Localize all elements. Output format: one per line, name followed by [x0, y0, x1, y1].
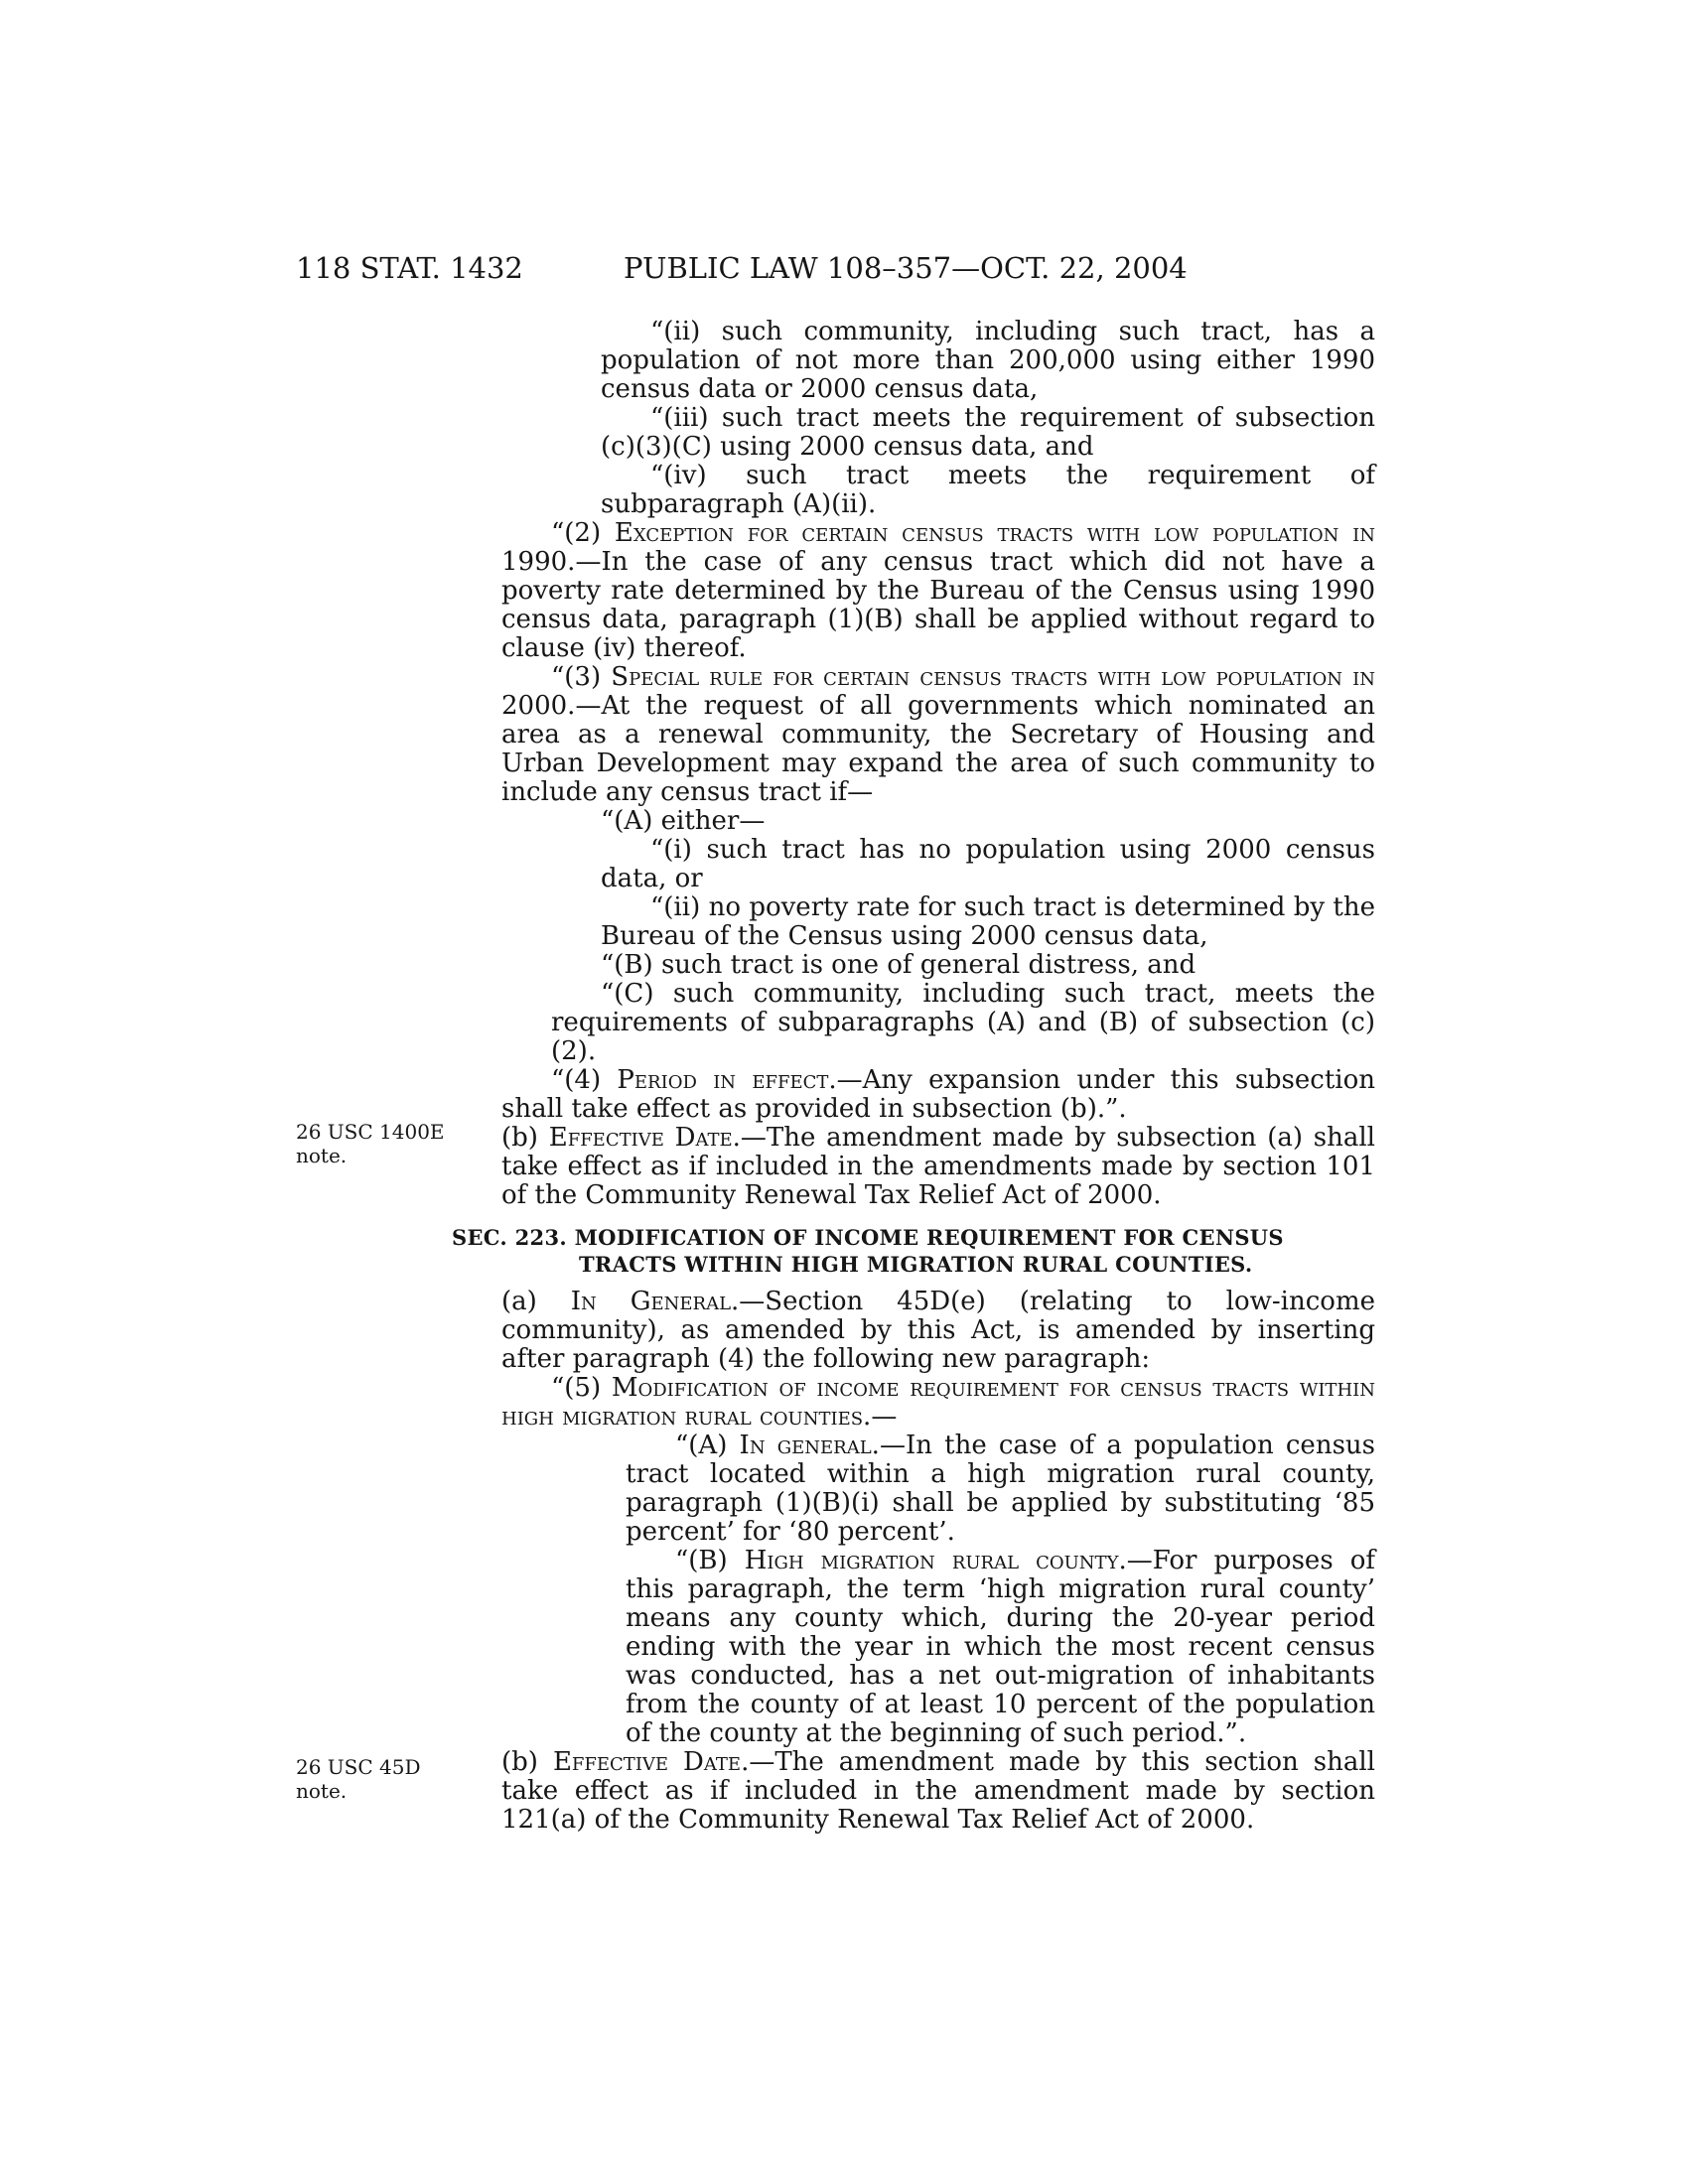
paragraph-number: “(4)	[551, 1065, 618, 1095]
paragraph-text: —Any expansion under this subsection shall take effect as provided in subsection (b).”.	[501, 1065, 1376, 1124]
margin-note-45d	[296, 1755, 465, 1803]
subsection-text: —The amendment made by subsection (a) shall take effect as if included in the amendments made by section 101 of the Community Renewal Tax Relief Act of 2000.	[501, 1123, 1375, 1210]
subsection-text: —The amendment made by this section shall take effect as if included in the amendment made by section 121(a) of the Community Renewal Tax Relief Act of 2000.	[501, 1747, 1375, 1835]
paragraph-text: —At the request of all governments which nominated an area as a renewal community, the Secretary of Housing and Urban Development may expand the area of such community to include any census tract if—	[501, 691, 1375, 807]
margin-note-citation: 26 USC 45D	[296, 1755, 421, 1779]
paragraph-heading: Special rule for certain census tracts with low population in 2000.	[501, 662, 1375, 721]
paragraph-text: —In the case of any census tract which did not have a poverty rate determined by the Bureau of the Census using 1990 census data, paragraph (1)(B) shall be applied without regard to clause (iv) thereof.	[501, 547, 1375, 663]
subparagraph-text: —In the case of a population census tract located within a high migration rural county, paragraph (1)(B)(i) shall be applied by substituting ‘85 percent’ for ‘80 percent’.	[626, 1431, 1375, 1547]
paragraph-number: “(3)	[551, 662, 612, 692]
section-heading-line-1: SEC. 223. MODIFICATION OF INCOME REQUIREMENT FOR CENSUS	[452, 1225, 1284, 1250]
clause-ii: “(ii) such community, including such tract, has a population of not more than 200,000 using either 1990 census data or 2000 census data,	[601, 317, 1375, 404]
subparagraph-a: “(A) either—	[601, 806, 766, 836]
public-law-title: PUBLIC LAW 108–357—OCT. 22, 2004	[624, 251, 1188, 285]
paragraph-number: “(2)	[551, 518, 615, 548]
page-header	[296, 248, 1368, 288]
subparagraph-b: “(B) such tract is one of general distress, and	[601, 950, 1196, 980]
paragraph-5	[501, 1374, 1375, 1432]
paragraph-number: “(5)	[551, 1373, 612, 1403]
margin-note-citation: 26 USC 1400E	[296, 1120, 445, 1144]
subparagraph-heading: High migration rural county.	[744, 1546, 1127, 1575]
subparagraph-5b	[501, 1547, 1375, 1748]
section-223-heading	[452, 1224, 1375, 1278]
subsection-heading: Effective Date.	[548, 1123, 741, 1153]
subparagraph-number: “(A)	[675, 1431, 740, 1460]
subsection-heading: In General.	[570, 1287, 740, 1316]
clause-iii: “(iii) such tract meets the requirement of subsection (c)(3)(C) using 2000 census data, and	[601, 403, 1375, 462]
section-heading-line-2: TRACTS WITHIN HIGH MIGRATION RURAL COUNTIES.	[579, 1252, 1253, 1277]
clause-a-i: “(i) such tract has no population using 2000 census data, or	[601, 835, 1375, 893]
subsection-heading: Effective Date.	[552, 1747, 750, 1777]
subparagraph-heading: In general.	[739, 1431, 880, 1460]
subparagraph-text: —For purposes of this paragraph, the term ‘high migration rural county’ means any county which, during the 20-year period ending with the year in which the most recent census was conducted, has a net out-migration of inhabitants from the county of at least 10 percent of the population of the county at the beginning of such period.”.	[626, 1546, 1375, 1748]
subparagraph-5a	[501, 1432, 1375, 1547]
paragraph-heading: Period in effect.	[617, 1065, 837, 1095]
subsection-number: (b)	[501, 1123, 549, 1153]
subsection-number: (a)	[501, 1287, 571, 1316]
subsection-number: (b)	[501, 1747, 553, 1777]
clause-a-ii: “(ii) no poverty rate for such tract is determined by the Bureau of the Census using 2000 census data,	[601, 892, 1375, 951]
subparagraph-number: “(B)	[675, 1546, 745, 1575]
paragraph-heading: Modification of income requirement for census tracts within high migration rural counties.	[501, 1373, 1375, 1432]
paragraph-text: —	[871, 1402, 898, 1432]
clause-iv: “(iv) such tract meets the requirement of subparagraph (A)(ii).	[601, 461, 1375, 519]
paragraph-3	[501, 663, 1375, 807]
paragraph-4	[501, 1066, 1375, 1124]
subsection-a-in-general	[452, 1288, 1375, 1374]
paragraph-heading: Exception for certain census tracts with low population in 1990.	[501, 518, 1376, 577]
subsection-b-effective-date-1	[452, 1124, 1375, 1210]
margin-note-label: note.	[296, 1779, 348, 1803]
subparagraph-c: “(C) such community, including such tract, meets the requirements of subparagraphs (A) and (B) of subsection (c)(2).	[551, 979, 1375, 1066]
subsection-text: —Section 45D(e) (relating to low-income community), as amended by this Act, is amended by inserting after paragraph (4) the following new paragraph:	[501, 1287, 1375, 1374]
margin-note-label: note.	[296, 1144, 348, 1167]
margin-note-1400e	[296, 1120, 465, 1167]
subsection-b-effective-date-2	[452, 1748, 1375, 1835]
main-text-column	[452, 317, 1376, 1835]
paragraph-2	[501, 519, 1375, 663]
statute-page-number: 118 STAT. 1432	[296, 251, 523, 285]
